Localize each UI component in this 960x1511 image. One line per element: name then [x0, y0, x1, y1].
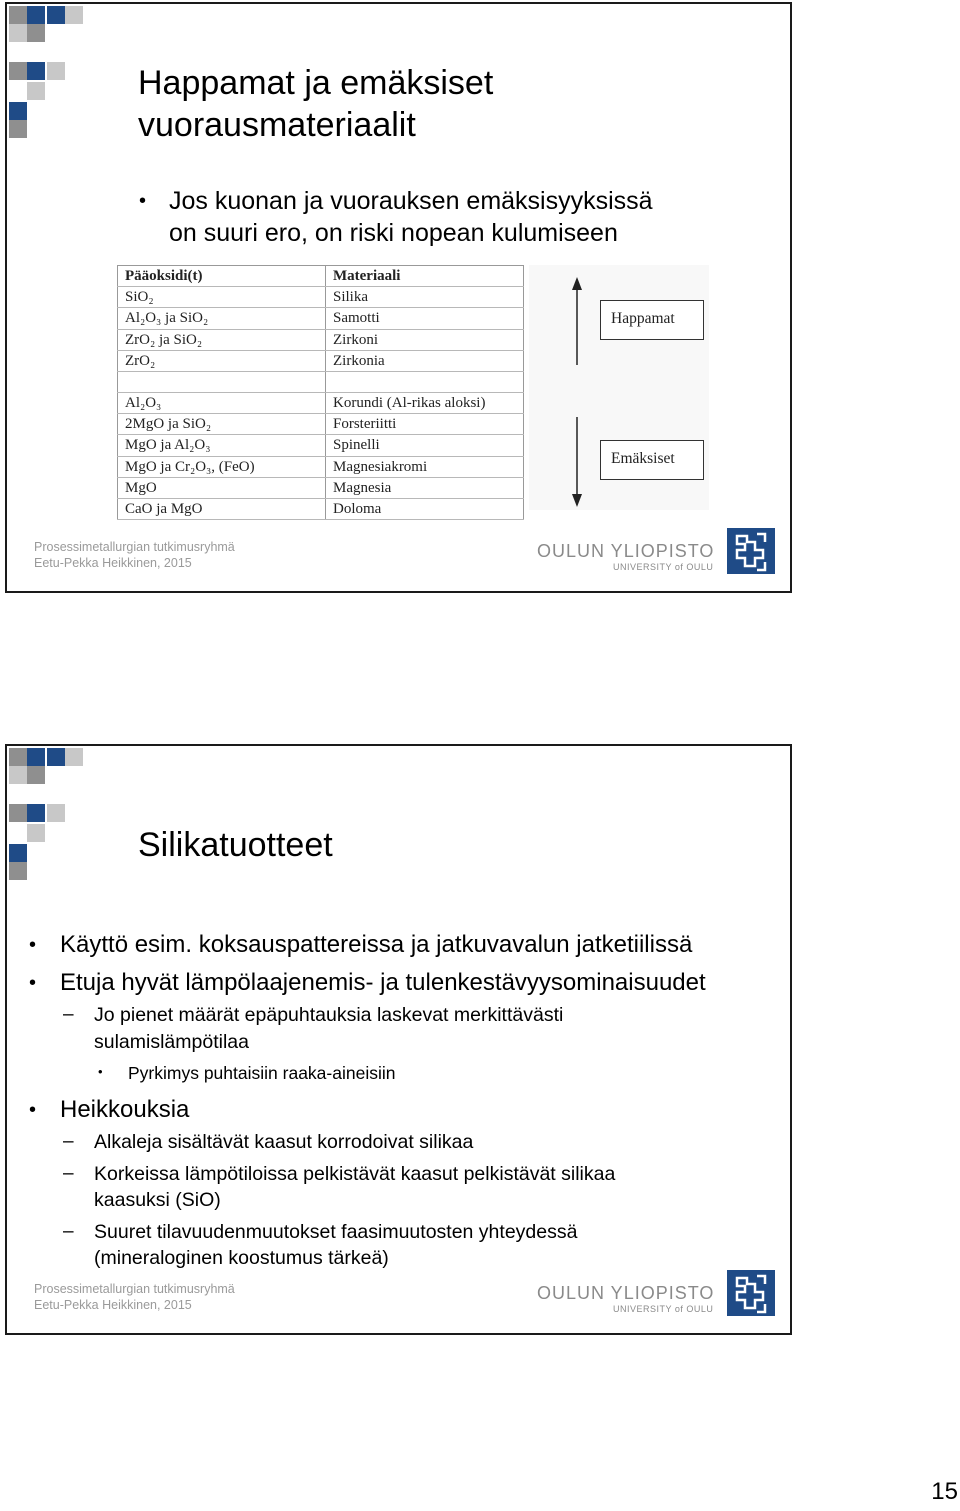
list-item: [94, 1161, 615, 1214]
table-row: [118, 477, 524, 498]
oxide-cell: ZrO₂: [118, 350, 326, 371]
table-row: [118, 350, 524, 371]
material-cell: Magnesiakromi: [326, 456, 524, 477]
logo-sub-text: UNIVERSITY of OULU: [613, 1304, 714, 1314]
material-cell: Silika: [326, 287, 524, 308]
oxide-cell: Pääoksidi(t): [118, 266, 326, 287]
logo-mark-icon: [727, 1270, 775, 1316]
oxide-material-table: [117, 265, 524, 520]
footer-author: Eetu-Pekka Heikkinen, 2015: [34, 1298, 192, 1312]
bullet-marker: •: [98, 1064, 103, 1079]
acid-label-box: Happamat: [600, 300, 704, 340]
bullet-marker: –: [63, 1131, 74, 1152]
table-row: [118, 329, 524, 350]
logo-main-text: OULUN YLIOPISTO: [537, 1283, 715, 1303]
bullet-marker: –: [63, 1162, 74, 1184]
list-item-line: (mineraloginen koostumus tärkeä): [94, 1247, 389, 1269]
material-cell: [326, 371, 524, 392]
logo-mark-icon: [727, 528, 775, 574]
bullet-marker: •: [29, 1099, 37, 1121]
footer: [34, 1281, 235, 1313]
table-row: [118, 392, 524, 413]
list-item-line: Jo pienet määrät epäpuhtauksia laskevat merkittävästi: [94, 1004, 564, 1026]
oxide-cell: ZrO₂ ja SiO₂: [118, 329, 326, 350]
list-item-line: Suuret tilavuudenmuutokset faasimuutosten yhteydessä: [94, 1220, 578, 1243]
list-item-line: Korkeissa lämpötiloissa pelkistävät kaasut pelkistävät silikaa: [94, 1162, 616, 1185]
table-row: [118, 414, 524, 435]
footer-group: Prosessimetallurgian tutkimusryhmä: [34, 1282, 235, 1296]
oxide-cell: SiO₂: [118, 287, 326, 308]
bullet-text: [169, 185, 653, 249]
material-cell: Zirkonia: [326, 350, 524, 371]
list-item: [94, 1129, 473, 1156]
bullet-marker: –: [63, 1004, 74, 1025]
oxide-cell: Al₂O₃ ja SiO₂: [118, 308, 326, 329]
list-item: [60, 1091, 189, 1129]
oxide-cell: MgO ja Cr₂O₃, (FeO): [118, 456, 326, 477]
list-item-line: Etuja hyvät lämpölaajenemis- ja tulenkestävyysominaisuudet: [60, 969, 706, 996]
oxide-cell: CaO ja MgO: [118, 498, 326, 519]
list-item-line: sulamislämpötilaa: [94, 1030, 249, 1053]
oxide-cell: MgO: [118, 477, 326, 498]
material-cell: Magnesia: [326, 477, 524, 498]
list-item: [94, 1219, 577, 1272]
table-row: [118, 287, 524, 308]
material-cell: Zirkoni: [326, 329, 524, 350]
list-item: [60, 964, 706, 1002]
list-item-line: kaasuksi (SiO): [94, 1189, 221, 1211]
footer: [34, 539, 235, 571]
bullet-marker: •: [139, 190, 147, 212]
list-item-line: Käyttö esim. koksauspattereissa ja jatkuvavalun jatketiilissä: [60, 931, 693, 958]
slide-1: [5, 2, 792, 593]
title-line-1: Happamat ja emäksiset: [138, 64, 494, 102]
list-item-line: Pyrkimys puhtaisiin raaka-aineisiin: [128, 1063, 396, 1083]
logo-main-text: OULUN YLIOPISTO: [537, 541, 715, 561]
material-cell: Materiaali: [326, 266, 524, 287]
material-cell: Korundi (Al-rikas aloksi): [326, 392, 524, 413]
oxide-cell: [118, 371, 326, 392]
slide-title: [138, 62, 493, 146]
footer-author: Eetu-Pekka Heikkinen, 2015: [34, 556, 192, 570]
table-row: [118, 456, 524, 477]
material-cell: Doloma: [326, 498, 524, 519]
bullet-line-1: Jos kuonan ja vuorauksen emäksisyyksissä: [169, 187, 653, 215]
basic-label-box: Emäksiset: [600, 440, 704, 480]
page-number: 15: [931, 1478, 958, 1505]
oxide-cell: MgO ja Al₂O₃: [118, 435, 326, 456]
table-row: [118, 498, 524, 519]
bullet-marker: –: [63, 1220, 74, 1242]
list-item: [60, 926, 692, 964]
footer-group: Prosessimetallurgian tutkimusryhmä: [34, 540, 235, 554]
table-spacer-row: [118, 371, 524, 392]
material-cell: Samotti: [326, 308, 524, 329]
bullet-line-2: on suuri ero, on riski nopean kulumiseen: [169, 219, 618, 247]
list-item: [128, 1060, 395, 1086]
material-cell: Spinelli: [326, 435, 524, 456]
bullet-marker: •: [29, 972, 37, 994]
list-item: [94, 1002, 563, 1055]
title-line-2: vuorausmateriaalit: [138, 106, 416, 144]
bullet-marker: •: [29, 934, 37, 956]
list-item-line: Alkaleja sisältävät kaasut korrodoivat silikaa: [94, 1131, 474, 1153]
table-row: [118, 435, 524, 456]
slide-2: [5, 744, 792, 1335]
logo-sub-text: UNIVERSITY of OULU: [613, 562, 714, 572]
oxide-cell: 2MgO ja SiO₂: [118, 414, 326, 435]
slide-title: Silikatuotteet: [138, 826, 333, 864]
table-row: [118, 308, 524, 329]
oxide-cell: Al₂O₃: [118, 392, 326, 413]
material-cell: Forsteriitti: [326, 414, 524, 435]
list-item-line: Heikkouksia: [60, 1096, 190, 1123]
table-header-row: [118, 266, 524, 287]
